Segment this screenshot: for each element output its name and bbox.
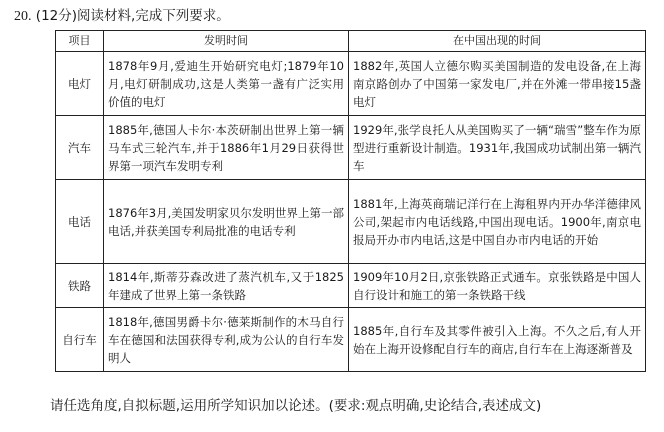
table-header-row	[56, 31, 646, 52]
essay-instruction: 请任选角度,自拟标题,运用所学知识加以论述。(要求:观点明确,史论结合,表述成文)	[50, 398, 542, 414]
row-china-cell: 1881年,上海英商瑞记洋行在上海租界内开办华洋德律风公司,架起市内电话线路,中国出现电话。1900年,南京电报局开办市内电话,这是中国自办市内电话的开始	[349, 180, 646, 264]
header-item: 项目	[56, 31, 104, 52]
question-number: 20.	[14, 9, 32, 24]
header-invention-time: 发明时间	[104, 31, 349, 52]
row-china-cell: 1882年,英国人立德尔购买美国制造的发电设备,在上海南京路创办了中国第一家发电厂,并在外滩一带串接15盏电灯	[349, 52, 646, 116]
row-china-cell: 1929年,张学良托人从美国购买了一辆“瑞雪”整车作为原型进行重新设计制造。1931年,我国成功试制出第一辆汽车	[349, 116, 646, 180]
table-row	[56, 52, 646, 116]
row-china-cell: 1885年,自行车及其零件被引入上海。不久之后,有人开始在上海开设修配自行车的商店,自行车在上海逐渐普及	[349, 308, 646, 372]
row-item-railway: 铁路	[56, 264, 104, 308]
question-heading	[14, 6, 230, 27]
question-prompt: (12分)阅读材料,完成下列要求。	[35, 8, 230, 24]
row-invention-cell: 1876年3月,美国发明家贝尔发明世界上第一部电话,并获美国专利局批准的电话专利	[104, 180, 349, 264]
material-table	[55, 30, 646, 372]
row-invention-cell: 1814年,斯蒂芬森改进了蒸汽机车,又于1825年建成了世界上第一条铁路	[104, 264, 349, 308]
row-china-cell: 1909年10月2日,京张铁路正式通车。京张铁路是中国人自行设计和施工的第一条铁路干线	[349, 264, 646, 308]
header-china-time: 在中国出现的时间	[349, 31, 646, 52]
row-item-automobile: 汽车	[56, 116, 104, 180]
row-item-electric-light: 电灯	[56, 52, 104, 116]
table-row	[56, 180, 646, 264]
row-invention-cell: 1885年,德国人卡尔·本茨研制出世界上第一辆马车式三轮汽车,并于1886年1月29日获得世界第一项汽车发明专利	[104, 116, 349, 180]
table-row	[56, 308, 646, 372]
row-invention-cell: 1818年,德国男爵卡尔·德莱斯制作的木马自行车在德国和法国获得专利,成为公认的自行车发明人	[104, 308, 349, 372]
row-item-telephone: 电话	[56, 180, 104, 264]
row-invention-cell: 1878年9月,爱迪生开始研究电灯;1879年10月,电灯研制成功,这是人类第一盏有广泛实用价值的电灯	[104, 52, 349, 116]
table-row	[56, 116, 646, 180]
row-item-bicycle: 自行车	[56, 308, 104, 372]
table-row	[56, 264, 646, 308]
